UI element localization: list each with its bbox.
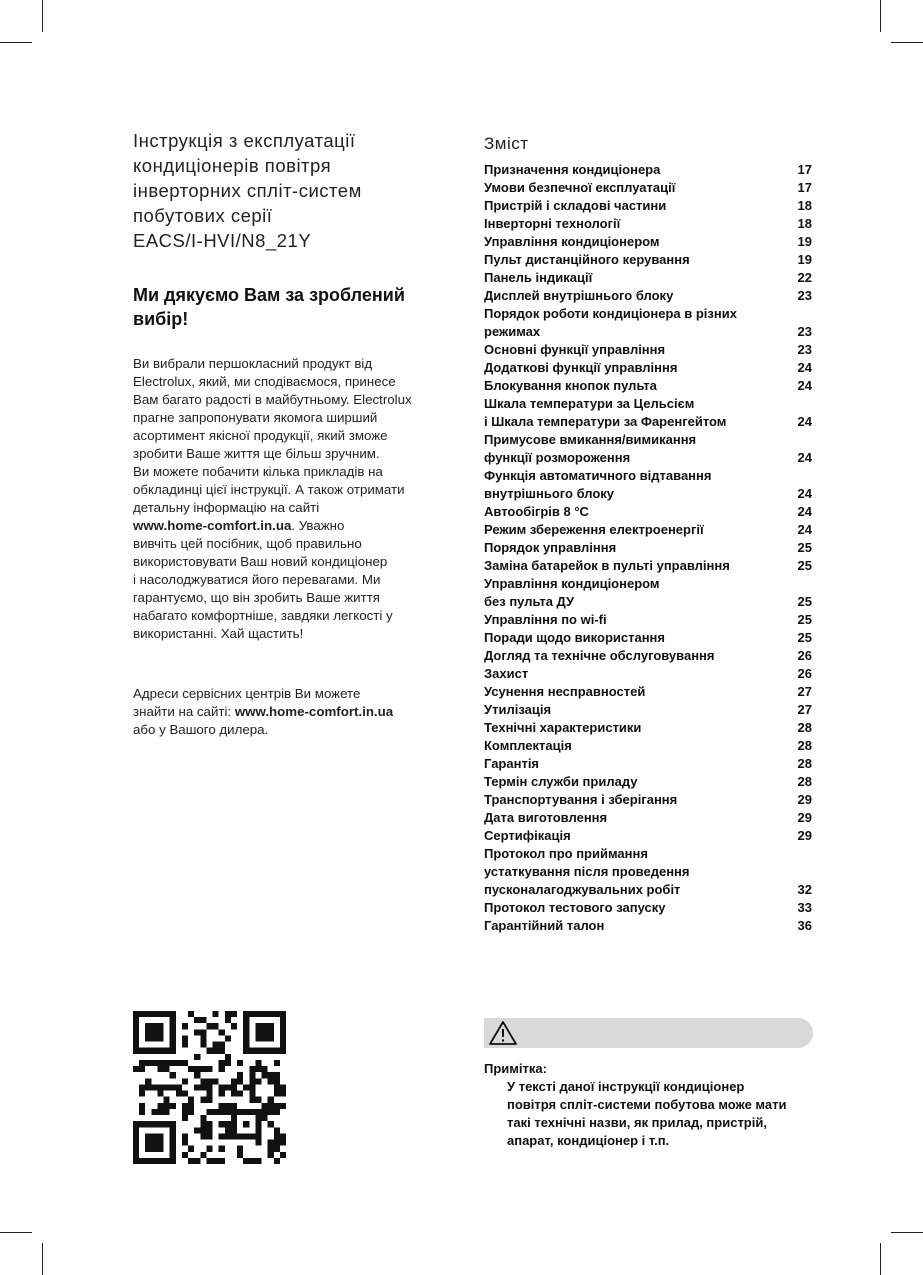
toc-item-label: Утилізація	[484, 702, 552, 717]
toc-item[interactable]	[484, 287, 812, 305]
toc-item[interactable]	[484, 251, 812, 269]
toc-item[interactable]	[484, 215, 812, 233]
toc-item-label: Транспортування і зберігання	[484, 792, 678, 807]
toc-item-label: Термін служби приладу	[484, 774, 638, 789]
service-website-link[interactable]: www.home-comfort.in.ua	[234, 704, 394, 719]
toc-item-page: 29	[797, 828, 812, 843]
toc-item-page: 23	[797, 288, 812, 303]
toc-item-label: Управління по wi-fi	[484, 612, 607, 627]
toc-item-label: Управління кондиціонером	[484, 234, 660, 249]
toc-item-page: 32	[797, 882, 812, 897]
toc-heading: Зміст	[484, 134, 529, 153]
toc-item-label: Протокол про приймання устаткування після проведення пусконалагоджувальних робіт	[484, 846, 690, 897]
toc-item-page: 25	[797, 594, 812, 609]
toc-item-label: Гарантійний талон	[484, 918, 605, 933]
toc-item-label: Сертифікація	[484, 828, 571, 843]
toc-item-label: Заміна батарейок в пульті управління	[484, 558, 730, 573]
crop-mark	[0, 1232, 32, 1233]
toc-item-label: Протокол тестового запуску	[484, 900, 666, 915]
toc-item[interactable]	[484, 233, 812, 251]
thanks-heading: Ми дякуємо Вам за зроблений вибір!	[133, 285, 405, 329]
toc-item-page: 24	[797, 414, 812, 429]
toc-item[interactable]	[484, 755, 812, 773]
toc-item-page: 19	[797, 252, 812, 267]
toc-item[interactable]	[484, 701, 812, 719]
toc-item[interactable]	[484, 683, 812, 701]
toc-item-page: 25	[797, 612, 812, 627]
toc-item-label: Догляд та технічне обслуговування	[484, 648, 715, 663]
toc-item[interactable]	[484, 719, 812, 737]
toc-item-page: 17	[797, 180, 812, 195]
toc-item[interactable]	[484, 773, 812, 791]
table-of-contents	[484, 133, 812, 935]
toc-item[interactable]	[484, 791, 812, 809]
toc-item[interactable]	[484, 611, 812, 629]
crop-mark	[42, 0, 43, 32]
toc-item-page: 26	[797, 666, 812, 681]
crop-mark	[0, 42, 32, 43]
toc-item[interactable]	[484, 467, 812, 503]
toc-item-page: 24	[797, 450, 812, 465]
toc-item-page: 22	[797, 270, 812, 285]
website-link[interactable]: www.home-comfort.in.ua	[133, 518, 292, 533]
toc-item-page: 28	[797, 720, 812, 735]
toc-item-label: Основні функції управління	[484, 342, 666, 357]
toc-item[interactable]	[484, 395, 812, 431]
toc-item-label: Поради щодо використання	[484, 630, 665, 645]
toc-item-label: Управління кондиціонером без пульта ДУ	[484, 576, 660, 609]
toc-item-label: Функція автоматичного відтавання внутрішнього блоку	[484, 468, 712, 501]
toc-item-page: 28	[797, 738, 812, 753]
service-centers-paragraph: Адреси сервісних центрів Ви можете знайти на сайті: www.home-comfort.in.ua або у Вашого дилера.	[133, 686, 394, 737]
toc-item[interactable]	[484, 431, 812, 467]
toc-item-page: 25	[797, 540, 812, 555]
toc-item-label: Додаткові функції управління	[484, 360, 678, 375]
toc-item-page: 29	[797, 792, 812, 807]
toc-item-page: 28	[797, 756, 812, 771]
toc-item-label: Призначення кондиціонера	[484, 162, 661, 177]
toc-item-page: 24	[797, 522, 812, 537]
toc-item-label: Автообігрів 8 °C	[484, 504, 589, 519]
toc-item-page: 18	[797, 198, 812, 213]
crop-mark	[42, 1243, 43, 1275]
qr-code	[133, 1011, 286, 1164]
toc-item[interactable]	[484, 917, 812, 935]
toc-item-label: Шкала температури за Цельсієм і Шкала температури за Фаренгейтом	[484, 396, 727, 429]
toc-item-page: 25	[797, 558, 812, 573]
toc-item-label: Примусове вмикання/вимикання функції розмороження	[484, 432, 697, 465]
toc-item[interactable]	[484, 359, 812, 377]
note-title: Примітка:	[484, 1061, 547, 1076]
toc-item-page: 36	[797, 918, 812, 933]
toc-item[interactable]	[484, 737, 812, 755]
toc-item[interactable]	[484, 161, 812, 179]
crop-mark	[891, 42, 923, 43]
toc-item-page: 26	[797, 648, 812, 663]
toc-item-label: Дата виготовлення	[484, 810, 608, 825]
crop-mark	[891, 1232, 923, 1233]
toc-item[interactable]	[484, 629, 812, 647]
toc-item[interactable]	[484, 377, 812, 395]
toc-item[interactable]	[484, 899, 812, 917]
toc-item-page: 17	[797, 162, 812, 177]
toc-item-page: 24	[797, 504, 812, 519]
document-title: Інструкція з експлуатації кондиціонерів повітря інверторних спліт-систем побутових серії EACS/I-HVI/N8_21Y	[133, 130, 362, 251]
toc-item-label: Технічні характеристики	[484, 720, 642, 735]
warning-icon	[488, 1020, 518, 1046]
toc-item-page: 23	[797, 324, 812, 339]
toc-item-label: Режим збереження електроенергії	[484, 522, 704, 537]
toc-item[interactable]	[484, 647, 812, 665]
toc-item-label: Комплектація	[484, 738, 572, 753]
toc-item[interactable]	[484, 521, 812, 539]
crop-mark	[880, 0, 881, 32]
toc-item[interactable]	[484, 809, 812, 827]
toc-item[interactable]	[484, 503, 812, 521]
toc-item-page: 24	[797, 360, 812, 375]
toc-item[interactable]	[484, 539, 812, 557]
toc-item-page: 27	[797, 684, 812, 699]
toc-item[interactable]	[484, 197, 812, 215]
toc-item-label: Усунення несправностей	[484, 684, 646, 699]
note-banner	[484, 1018, 813, 1048]
toc-item-page: 24	[797, 378, 812, 393]
toc-item[interactable]	[484, 575, 812, 611]
toc-item-page: 25	[797, 630, 812, 645]
toc-item[interactable]	[484, 845, 812, 899]
toc-item-label: Захист	[484, 666, 529, 681]
toc-item-label: Панель індикації	[484, 270, 593, 285]
toc-item-page: 24	[797, 486, 812, 501]
crop-mark	[880, 1243, 881, 1275]
toc-item-page: 18	[797, 216, 812, 231]
toc-item-label: Блокування кнопок пульта	[484, 378, 657, 393]
toc-item-label: Пристрій і складові частини	[484, 198, 667, 213]
toc-item-page: 28	[797, 774, 812, 789]
toc-item-page: 29	[797, 810, 812, 825]
toc-item-label: Інверторні технології	[484, 216, 621, 231]
toc-item[interactable]	[484, 341, 812, 359]
toc-item[interactable]	[484, 179, 812, 197]
toc-item-page: 19	[797, 234, 812, 249]
toc-item-label: Порядок роботи кондиціонера в різних режимах	[484, 306, 737, 339]
toc-item-label: Умови безпечної експлуатації	[484, 180, 676, 195]
toc-item[interactable]	[484, 827, 812, 845]
toc-item-page: 27	[797, 702, 812, 717]
toc-item[interactable]	[484, 665, 812, 683]
toc-item[interactable]	[484, 557, 812, 575]
intro-paragraph: Ви вибрали першокласний продукт від Electrolux, який, ми сподіваємося, принесе Вам багато радості в майбутньому. Electrolux прагне запропонувати якомога ширший асортимент якісної продукції, який зможе зробити Ваше життя ще більш зручним. Ви можете побачити кілька прикладів на обкладинці цієї інструкції. А також отримати детальну інформацію на сайті www.home-comfort.in.ua. Уважно вивчіть цей посібник, щоб правильно використовувати Ваш новий кондиціонер і насолоджуватися його перевагами. Ми гарантуємо, що він зробить Ваше життя набагато комфортніше, завдяки легкості у використанні. Хай щастить!	[133, 356, 412, 641]
toc-item-label: Дисплей внутрішнього блоку	[484, 288, 674, 303]
left-column	[133, 128, 463, 643]
toc-item[interactable]	[484, 305, 812, 341]
note-body: У тексті даної інструкції кондиціонер повітря спліт-системи побутова може мати такі технічні назви, як прилад, пристрій, апарат, кондиціонер і т.п.	[507, 1079, 787, 1148]
toc-item-label: Порядок управління	[484, 540, 617, 555]
toc-list	[484, 161, 812, 935]
toc-item-page: 23	[797, 342, 812, 357]
toc-item-label: Пульт дистанційного керування	[484, 252, 690, 267]
toc-item[interactable]	[484, 269, 812, 287]
toc-item-page: 33	[797, 900, 812, 915]
toc-item-label: Гарантія	[484, 756, 540, 771]
